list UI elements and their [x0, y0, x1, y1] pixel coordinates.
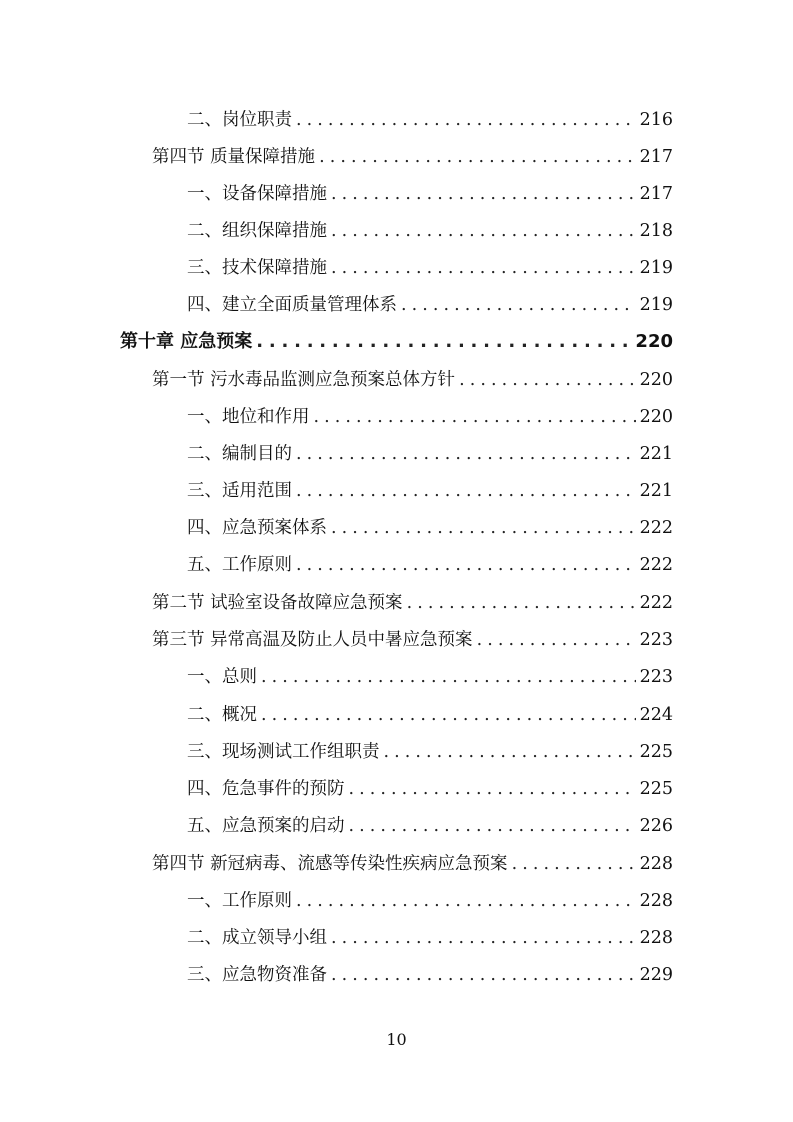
- toc-entry-label: 三、适用范围: [187, 481, 292, 501]
- toc-entry-label: 二、成立领导小组: [187, 928, 327, 948]
- dot-leader: [261, 700, 636, 730]
- toc-page-number: 222: [639, 555, 673, 575]
- toc-entry-label: 四、危急事件的预防: [187, 779, 345, 799]
- dot-leader: [331, 179, 636, 209]
- toc-page-number: 219: [639, 258, 673, 278]
- toc-entry[interactable]: [187, 439, 673, 469]
- toc-entry[interactable]: [187, 550, 673, 580]
- toc-entry[interactable]: [152, 365, 673, 395]
- dot-leader: [459, 365, 636, 395]
- toc-page-number: 220: [635, 331, 673, 352]
- toc-entry[interactable]: [187, 960, 673, 990]
- toc-page-number: 229: [639, 965, 673, 985]
- toc-entry-label: 二、编制目的: [187, 444, 292, 464]
- dot-leader: [331, 253, 636, 283]
- dot-leader: [512, 849, 636, 879]
- dot-leader: [296, 886, 636, 916]
- toc-entry-label: 第四节 质量保障措施: [152, 147, 316, 167]
- toc-page-number: 225: [639, 779, 673, 799]
- toc-entry[interactable]: [187, 811, 673, 841]
- toc-entry-label: 第四节 新冠病毒、流感等传染性疾病应急预案: [152, 854, 508, 874]
- toc-page-number: 226: [639, 816, 673, 836]
- toc-entry[interactable]: [152, 849, 673, 879]
- toc-page-number: 224: [639, 705, 673, 725]
- toc-entry[interactable]: [152, 588, 673, 618]
- toc-page-number: 220: [639, 370, 673, 390]
- toc-entry-label: 一、工作原则: [187, 891, 292, 911]
- toc-page-number: 217: [639, 147, 673, 167]
- dot-leader: [401, 290, 636, 320]
- toc-entry[interactable]: [187, 179, 673, 209]
- toc-entry-label: 第二节 试验室设备故障应急预案: [152, 593, 403, 613]
- toc-entry-label: 第十章 应急预案: [120, 331, 253, 352]
- toc-page-number: 228: [639, 891, 673, 911]
- toc-entry[interactable]: [152, 142, 673, 172]
- toc-chapter-entry[interactable]: [120, 327, 673, 357]
- toc-entry[interactable]: [187, 513, 673, 543]
- toc-page-number: 228: [639, 928, 673, 948]
- toc-entry[interactable]: [187, 216, 673, 246]
- dot-leader: [407, 588, 636, 618]
- toc-entry-label: 四、建立全面质量管理体系: [187, 295, 397, 315]
- toc-entry-label: 第一节 污水毒品监测应急预案总体方针: [152, 370, 456, 390]
- dot-leader: [331, 513, 636, 543]
- toc-entry-label: 一、设备保障措施: [187, 184, 327, 204]
- toc-page-number: 223: [639, 630, 673, 650]
- dot-leader: [261, 662, 636, 692]
- toc-entry[interactable]: [187, 700, 673, 730]
- dot-leader: [296, 550, 636, 580]
- toc-entry[interactable]: [152, 625, 673, 655]
- toc-page-number: 216: [639, 110, 673, 130]
- toc-page-number: 219: [639, 295, 673, 315]
- toc-entry-label: 五、应急预案的启动: [187, 816, 345, 836]
- toc-page-number: 225: [639, 742, 673, 762]
- toc-page-number: 221: [639, 481, 673, 501]
- toc-entry[interactable]: [187, 402, 673, 432]
- toc-entry-label: 二、岗位职责: [187, 110, 292, 130]
- toc-entry-label: 二、概况: [187, 705, 257, 725]
- toc-page-number: 218: [639, 221, 673, 241]
- dot-leader: [349, 811, 636, 841]
- toc-entry-label: 一、地位和作用: [187, 407, 310, 427]
- toc-entry-label: 二、组织保障措施: [187, 221, 327, 241]
- toc-page-number: 222: [639, 518, 673, 538]
- dot-leader: [296, 105, 636, 135]
- toc-entry[interactable]: [187, 923, 673, 953]
- toc-page-number: 217: [639, 184, 673, 204]
- dot-leader: [296, 476, 636, 506]
- toc-entry-label: 五、工作原则: [187, 555, 292, 575]
- toc-entry[interactable]: [187, 253, 673, 283]
- dot-leader: [296, 439, 636, 469]
- dot-leader: [256, 327, 631, 357]
- dot-leader: [331, 960, 636, 990]
- dot-leader: [384, 737, 636, 767]
- toc-entry[interactable]: [187, 476, 673, 506]
- toc-entry-label: 三、现场测试工作组职责: [187, 742, 380, 762]
- toc-entry[interactable]: [187, 662, 673, 692]
- dot-leader: [331, 216, 636, 246]
- toc-entry[interactable]: [187, 290, 673, 320]
- dot-leader: [319, 142, 636, 172]
- toc-entry-label: 第三节 异常高温及防止人员中暑应急预案: [152, 630, 473, 650]
- page-footer-number: 10: [386, 1030, 407, 1049]
- toc-page-number: 228: [639, 854, 673, 874]
- toc-entry[interactable]: [187, 774, 673, 804]
- toc-entry-label: 三、技术保障措施: [187, 258, 327, 278]
- toc-page-number: 220: [639, 407, 673, 427]
- toc-page-number: 222: [639, 593, 673, 613]
- toc-entry[interactable]: [187, 105, 673, 135]
- toc-entry-label: 三、应急物资准备: [187, 965, 327, 985]
- toc-page-number: 223: [639, 667, 673, 687]
- toc-entry[interactable]: [187, 737, 673, 767]
- toc-page-number: 221: [639, 444, 673, 464]
- dot-leader: [314, 402, 636, 432]
- toc-entry-label: 四、应急预案体系: [187, 518, 327, 538]
- toc-entry[interactable]: [187, 886, 673, 916]
- toc-entry-label: 一、总则: [187, 667, 257, 687]
- dot-leader: [331, 923, 636, 953]
- dot-leader: [349, 774, 636, 804]
- dot-leader: [477, 625, 636, 655]
